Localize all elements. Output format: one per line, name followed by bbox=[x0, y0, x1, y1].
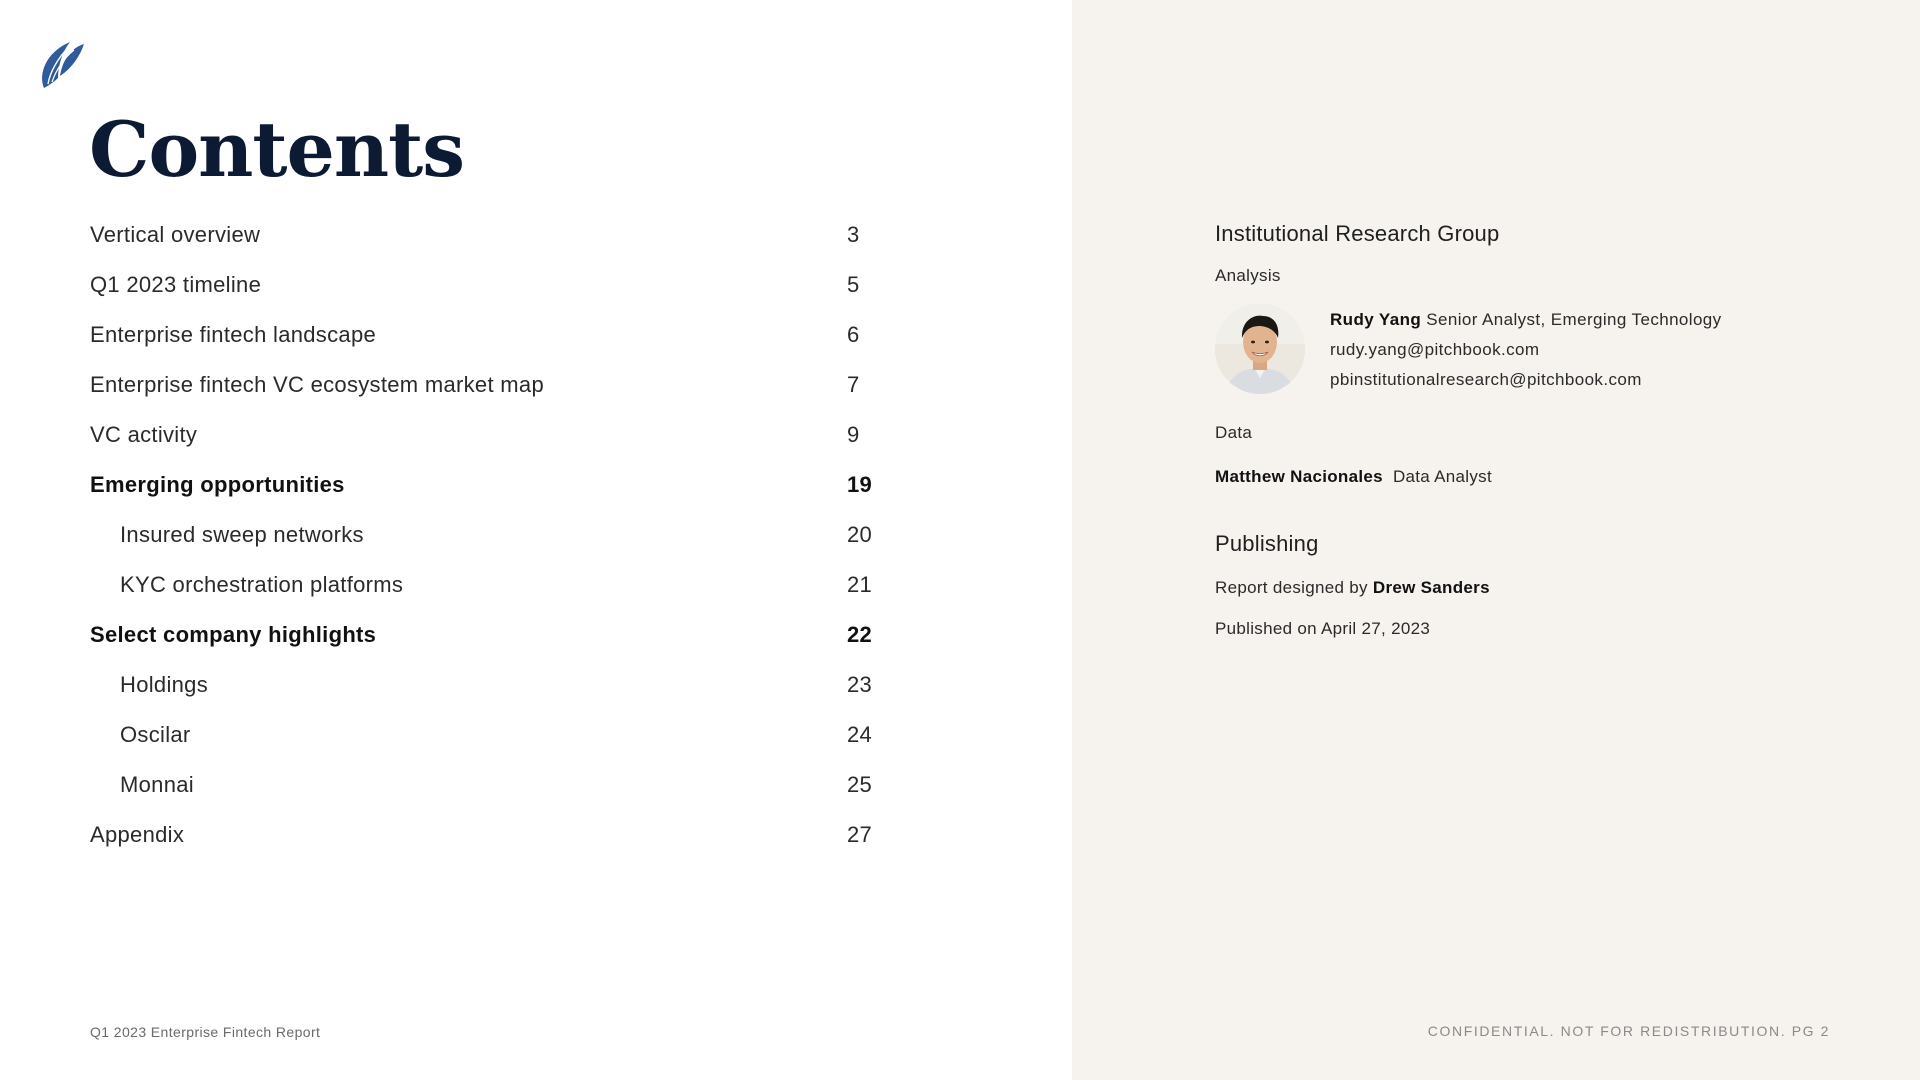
toc-item-page: 21 bbox=[847, 572, 873, 597]
published-date: Published on April 27, 2023 bbox=[1215, 619, 1431, 638]
group-email[interactable]: pbinstitutionalresearch@pitchbook.com bbox=[1330, 370, 1642, 389]
toc-item-page: 19 bbox=[847, 472, 873, 497]
toc-item[interactable] bbox=[0, 815, 1072, 855]
analyst-name: Rudy Yang bbox=[1330, 310, 1422, 329]
toc-item-page: 23 bbox=[847, 672, 873, 697]
toc-item-label: Enterprise fintech VC ecosystem market map bbox=[90, 372, 544, 397]
toc-item-page: 24 bbox=[847, 722, 873, 747]
data-analyst-role: Data Analyst bbox=[1392, 467, 1492, 486]
toc-item[interactable] bbox=[0, 665, 1072, 705]
toc-item-label: Select company highlights bbox=[90, 622, 377, 647]
toc-item[interactable] bbox=[0, 315, 1072, 355]
footer-confidential: CONFIDENTIAL. NOT FOR REDISTRIBUTION. PG 2 bbox=[1427, 1023, 1830, 1039]
designed-by-line bbox=[1215, 578, 1490, 598]
toc-item-page: 9 bbox=[847, 422, 860, 447]
publishing-title: Publishing bbox=[1215, 531, 1319, 556]
toc-item[interactable] bbox=[0, 515, 1072, 555]
analyst-photo-icon bbox=[1215, 304, 1305, 394]
toc-item[interactable] bbox=[0, 215, 1072, 255]
group-title: Institutional Research Group bbox=[1215, 221, 1500, 246]
toc-item-page: 22 bbox=[847, 622, 873, 647]
data-analyst-line bbox=[1215, 467, 1492, 487]
toc-item-label: Q1 2023 timeline bbox=[90, 272, 262, 297]
data-analyst-name: Matthew Nacionales bbox=[1215, 467, 1383, 486]
toc-item-page: 25 bbox=[847, 772, 873, 797]
toc-item[interactable] bbox=[0, 615, 1072, 655]
toc-item[interactable] bbox=[0, 565, 1072, 605]
toc-item-label: Emerging opportunities bbox=[90, 472, 345, 497]
toc-item-label: Appendix bbox=[90, 822, 185, 847]
toc-item[interactable] bbox=[0, 465, 1072, 505]
page-title: Contents bbox=[89, 105, 465, 194]
toc-item-label: VC activity bbox=[90, 422, 198, 447]
toc-item-page: 6 bbox=[847, 322, 860, 347]
footer-report-name: Q1 2023 Enterprise Fintech Report bbox=[90, 1024, 321, 1040]
toc-item-page: 5 bbox=[847, 272, 860, 297]
analyst-name-role bbox=[1330, 310, 1722, 330]
toc-item[interactable] bbox=[0, 415, 1072, 455]
analyst-role: Senior Analyst, Emerging Technology bbox=[1426, 310, 1722, 329]
toc-item-page: 7 bbox=[847, 372, 860, 397]
toc-item-label: Oscilar bbox=[120, 722, 191, 747]
pitchbook-logo-icon bbox=[36, 38, 86, 90]
designer-name: Drew Sanders bbox=[1372, 578, 1490, 597]
toc-item-label: Vertical overview bbox=[90, 222, 261, 247]
data-label: Data bbox=[1215, 423, 1253, 442]
toc-item[interactable] bbox=[0, 365, 1072, 405]
toc-item-label: Insured sweep networks bbox=[120, 522, 364, 547]
analyst-email[interactable]: rudy.yang@pitchbook.com bbox=[1330, 340, 1540, 359]
toc-item[interactable] bbox=[0, 715, 1072, 755]
toc-item-label: Holdings bbox=[120, 672, 209, 697]
toc-item[interactable] bbox=[0, 265, 1072, 305]
toc-item-label: Monnai bbox=[120, 772, 194, 797]
toc-item-page: 27 bbox=[847, 822, 873, 847]
toc-item-label: Enterprise fintech landscape bbox=[90, 322, 377, 347]
toc-item[interactable] bbox=[0, 765, 1072, 805]
toc-item-label: KYC orchestration platforms bbox=[120, 572, 404, 597]
credits-panel bbox=[1072, 0, 1920, 1080]
analysis-label: Analysis bbox=[1215, 266, 1281, 285]
designed-by-prefix: Report designed by bbox=[1215, 578, 1368, 597]
analyst-avatar bbox=[1215, 304, 1305, 394]
toc-item-page: 3 bbox=[847, 222, 860, 247]
toc-item-page: 20 bbox=[847, 522, 873, 547]
